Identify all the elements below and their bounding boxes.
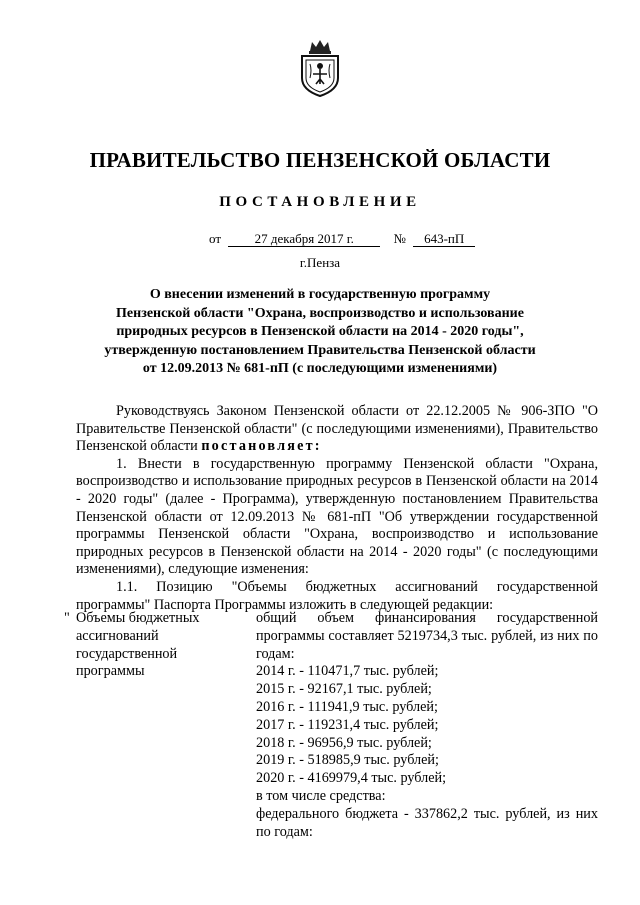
label-line: Объемы бюджетных — [76, 610, 200, 626]
heading-line: утвержденную постановлением Правительства Пензенской области — [104, 342, 536, 358]
preamble-text: Руководствуясь Законом Пензенской области от 22.12.2005 № 906-ЗПО "О Правительстве Пензенской области" (с последующими изменениями), Правительство Пензенской области — [76, 403, 598, 455]
heading-line: Пензенской области "Охрана, воспроизводство и использование — [116, 305, 524, 321]
table-value-cell — [256, 610, 598, 841]
heading-line: О внесении изменений в государственную программу — [149, 287, 491, 302]
year-funding-line: 2020 г. - 4169979,4 тыс. рублей; — [256, 770, 447, 787]
year-funding-line: 2014 г. - 110471,7 тыс. рублей; — [256, 663, 439, 680]
including-text: в том числе средства: — [256, 787, 386, 804]
body-paragraph: 1. Внести в государственную программу Пензенской области "Охрана, воспроизводство и использование природных ресурсов в Пензенской области на 2014 - 2020 годы" (далее - Программа), утвержденную постановлением Правительства Пензенской области от 12.09.2013 № 681-пП "Об утверждении государственной программы Пензенской области "Охрана, воспроизводство и использование природных ресурсов в Пензенской области на 2014 - 2020 годы" (с последующими изменениями), следующие изменения: — [76, 455, 598, 578]
year-funding-line: 2018 г. - 96956,9 тыс. рублей; — [256, 734, 432, 751]
city: г.Пенза — [299, 255, 341, 270]
label-line: государственной — [76, 645, 178, 662]
year-funding-line: 2015 г. - 92167,1 тыс. рублей; — [256, 681, 432, 698]
total-funding-text: общий объем финансирования государственной программы составляет 5219734,3 тыс. рублей, из них по годам: — [256, 610, 598, 662]
year-funding-line: 2017 г. - 119231,4 тыс. рублей; — [256, 716, 439, 733]
federal-budget-text: федерального бюджета - 337862,2 тыс. рублей, из них по годам: — [256, 805, 598, 840]
body-paragraph — [76, 403, 598, 456]
heading-line: от 12.09.2013 № 681-пП (с последующими изменениями) — [142, 361, 498, 377]
document-date: 27 декабря 2017 г. — [228, 232, 380, 247]
government-title: ПРАВИТЕЛЬСТВО ПЕНЗЕНСКОЙ ОБЛАСТИ — [89, 148, 551, 172]
date-prefix: от — [209, 231, 222, 246]
document-number: 643-пП — [413, 232, 475, 247]
document-body — [76, 403, 598, 614]
body-paragraph: 1.1. Позицию "Объемы бюджетных ассигнований государственной программы" Паспорта Программы изложить в следующей редакции: — [76, 578, 598, 613]
resolves-word: постановляет: — [201, 438, 322, 455]
document-heading — [80, 286, 560, 379]
heading-line: природных ресурсов в Пензенской области на 2014 - 2020 годы", — [116, 324, 524, 340]
label-line: ассигнований — [76, 627, 159, 644]
date-number-line — [209, 231, 475, 247]
label-line: программы — [76, 663, 145, 680]
document-type: ПОСТАНОВЛЕНИЕ — [219, 194, 421, 210]
coat-of-arms-icon — [296, 38, 344, 98]
year-funding-line: 2016 г. - 111941,9 тыс. рублей; — [256, 698, 438, 715]
number-prefix: № — [393, 231, 406, 246]
year-funding-line: 2019 г. - 518985,9 тыс. рублей; — [256, 752, 439, 769]
table-label-cell — [64, 610, 244, 681]
open-quote: " — [64, 610, 70, 626]
